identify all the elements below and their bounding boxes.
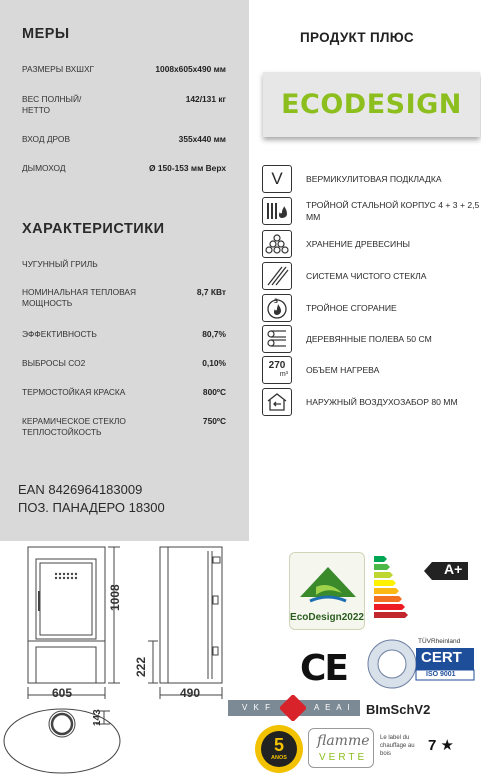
- technical-drawing: [0, 541, 240, 783]
- feature-text: ТРОЙНОЙ СТАЛЬНОЙ КОРПУС 4 + 3 + 2,5 ММ: [306, 200, 480, 222]
- spec-row: [22, 64, 226, 75]
- wood-storage-icon: [262, 230, 292, 258]
- steel-body-icon: [262, 197, 292, 225]
- feature-text: ТРОЙНОЕ СГОРАНИЕ: [306, 303, 397, 313]
- feature-text: ДЕРЕВЯННЫЕ ПОЛЕВА 50 СМ: [306, 334, 432, 344]
- spec-label: НОМИНАЛЬНАЯ ТЕПЛОВАЯ МОЩНОСТЬ: [22, 287, 137, 308]
- spec-value: 8,7 КВт: [196, 287, 226, 297]
- spec-row: [22, 329, 226, 340]
- spec-row: [22, 416, 226, 438]
- spec-label: ВЕС ПОЛНЫЙ/ НЕТТО: [22, 94, 82, 115]
- specs-panel: [0, 0, 249, 541]
- feature-item: [262, 262, 480, 290]
- characteristics-title: ХАРАКТЕРИСТИКИ: [22, 221, 165, 237]
- feature-item: [262, 388, 480, 416]
- feature-text: ОБЪЕМ НАГРЕВА: [306, 365, 380, 375]
- spec-label: ТЕРМОСТОЙКАЯ КРАСКА: [22, 387, 126, 397]
- bimschv2-mark: BImSchV2: [366, 702, 431, 717]
- spec-value: 80,7%: [202, 329, 226, 339]
- triple-combustion-icon: [262, 294, 292, 322]
- spec-row: [22, 358, 226, 369]
- vkf-aeai-logo: V K F A E A I: [228, 700, 360, 716]
- dim-top: 143: [92, 709, 103, 726]
- spec-value: 0,10%: [202, 358, 226, 368]
- spec-label: ЭФФЕКТИВНОСТЬ: [22, 329, 97, 339]
- vermiculite-icon: V: [262, 165, 292, 193]
- spec-value: Ø 150-153 мм Верх: [149, 163, 226, 173]
- spec-row: [22, 163, 226, 174]
- feature-item: [262, 197, 480, 225]
- feature-text: СИСТЕМА ЧИСТОГО СТЕКЛА: [306, 271, 427, 281]
- spec-value: 750ºC: [202, 416, 226, 426]
- warranty-seal: 5 ANOS: [254, 724, 304, 774]
- clean-glass-icon: [262, 262, 292, 290]
- dim-height: 1008: [108, 584, 122, 611]
- spec-label: ВХОД ДРОВ: [22, 134, 71, 144]
- stars-rating: 7 ★: [428, 737, 454, 754]
- feature-item: [262, 165, 480, 193]
- feature-item: [262, 356, 480, 384]
- spec-label: ВЫБРОСЫ СО2: [22, 358, 86, 368]
- measures-title: МЕРЫ: [22, 26, 70, 42]
- feature-item: [262, 294, 480, 322]
- dim-door: 222: [134, 656, 148, 677]
- ecodesign-2022-logo: EcoDesign2022: [289, 552, 365, 630]
- svg-text:3: 3: [274, 298, 279, 305]
- spec-row: [22, 134, 226, 145]
- feature-text: ВЕРМИКУЛИТОВАЯ ПОДКЛАДКА: [306, 174, 442, 184]
- ecodesign-label: ECODESIGN: [281, 89, 462, 120]
- logs-icon: [262, 325, 292, 353]
- outside-air-icon: [262, 388, 292, 416]
- spec-value: 1008x605x490 мм: [155, 64, 226, 74]
- feature-text: НАРУЖНЫЙ ВОЗДУХОЗАБОР 80 ММ: [306, 397, 458, 407]
- ecodesign-badge: [263, 72, 480, 137]
- feature-text: ХРАНЕНИЕ ДРЕВЕСИНЫ: [306, 239, 411, 249]
- star-icon: ★: [436, 737, 454, 754]
- spec-label: ЧУГУННЫЙ ГРИЛЬ: [22, 259, 98, 269]
- spec-value: 355x440 мм: [178, 134, 226, 144]
- spec-row: [22, 259, 226, 270]
- ean-code: EAN 8426964183009: [18, 482, 143, 497]
- spec-label: ДЫМОХОД: [22, 163, 66, 173]
- feature-item: [262, 325, 480, 353]
- spec-label: РАЗМЕРЫ ВХШХГ: [22, 64, 95, 74]
- tuv-cert-logo: TÜVRheinland CERT ISO 9001: [366, 636, 476, 690]
- flamme-note: Le label du chauffage au bois: [380, 735, 415, 757]
- spec-label: КЕРАМИЧЕСКОЕ СТЕКЛО ТЕПЛОСТОЙКОСТЬ: [22, 416, 126, 437]
- spec-row: [22, 387, 226, 398]
- flamme-verte-logo: flamme VERTE: [308, 728, 374, 768]
- dim-width: 605: [52, 686, 73, 700]
- position-code: ПОЗ. ПАНАДЕРО 18300: [18, 500, 165, 515]
- spec-row: [22, 94, 226, 116]
- heating-volume-icon: 270 m³: [262, 356, 292, 384]
- product-plus-title: ПРОДУКТ ПЛЮС: [300, 30, 414, 45]
- spec-row: [22, 287, 226, 309]
- spec-value: 800ºC: [202, 387, 226, 397]
- ce-mark: CE: [300, 648, 348, 689]
- spec-value: 142/131 кг: [185, 94, 226, 104]
- feature-item: [262, 230, 480, 258]
- energy-label: A+: [372, 554, 472, 626]
- dim-depth: 490: [180, 686, 201, 700]
